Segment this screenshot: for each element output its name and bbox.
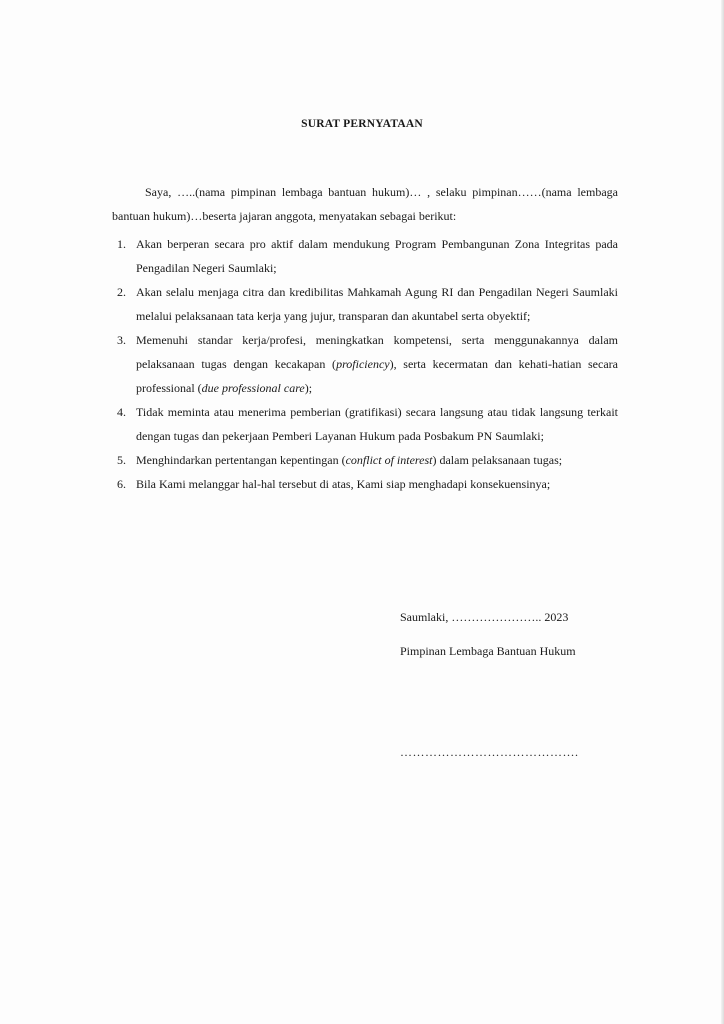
item-text-part: Bila Kami melanggar hal-hal tersebut di atas, Kami siap menghadapi konsekuensinya; [136, 477, 551, 491]
statement-item [112, 328, 618, 400]
signature-role: Pimpinan Lembaga Bantuan Hukum [400, 644, 576, 658]
statement-item [112, 280, 618, 328]
item-text-part: ); [304, 381, 313, 395]
item-text-part: Memenuhi standar kerja/profesi, meningkatkan kompetensi, serta menggunakannya dalam pelaksanaan tugas dengan kecakapan ( [136, 333, 618, 371]
item-number: 6. [117, 477, 126, 491]
item-text [136, 285, 618, 323]
item-text-part: Tidak meminta atau menerima pemberian (gratifikasi) secara langsung atau tidak langsung terkait dengan tugas dan pekerjaan Pemberi Layanan Hukum pada Posbakum PN Saumlaki; [136, 405, 618, 443]
item-number: 4. [117, 405, 126, 419]
signature-place-date: Saumlaki, ………………….. 2023 [400, 610, 569, 624]
statement-item [112, 400, 618, 448]
item-text-italic: conflict of interest [345, 453, 433, 467]
item-text-italic: due professional care [201, 381, 305, 395]
item-text [136, 237, 618, 275]
item-text-part: Akan selalu menjaga citra dan kredibilitas Mahkamah Agung RI dan Pengadilan Negeri Saumlaki melalui pelaksanaan tata kerja yang jujur, transparan dan akuntabel serta obyektif; [136, 285, 618, 323]
item-text-part: Menghindarkan pertentangan kepentingan ( [136, 453, 346, 467]
statement-item [112, 232, 618, 280]
statement-list [112, 232, 618, 496]
statement-item [112, 472, 618, 496]
statement-item [112, 448, 618, 472]
item-text-part: ) dalam pelaksanaan tugas; [432, 453, 563, 467]
item-text [136, 453, 562, 467]
item-text [136, 405, 618, 443]
document-title: SURAT PERNYATAAN [301, 118, 423, 130]
item-text-part: ), serta kecermatan dan kehati-hatian secara professional ( [136, 357, 618, 395]
item-number: 1. [117, 237, 126, 251]
signature-name-line: ……………………………………. [400, 745, 579, 759]
intro-paragraph: Saya, …..(nama pimpinan lembaga bantuan hukum)… , selaku pimpinan……(nama lembaga bantuan hukum)…beserta jajaran anggota, menyatakan sebagai berikut: [112, 185, 618, 223]
item-number: 3. [117, 333, 126, 347]
item-text-italic: proficiency [336, 357, 390, 371]
item-text [136, 333, 618, 395]
item-text [136, 477, 550, 491]
item-number: 2. [117, 285, 126, 299]
item-number: 5. [117, 453, 126, 467]
item-text-part: Akan berperan secara pro aktif dalam mendukung Program Pembangunan Zona Integritas pada Pengadilan Negeri Saumlaki; [136, 237, 618, 275]
